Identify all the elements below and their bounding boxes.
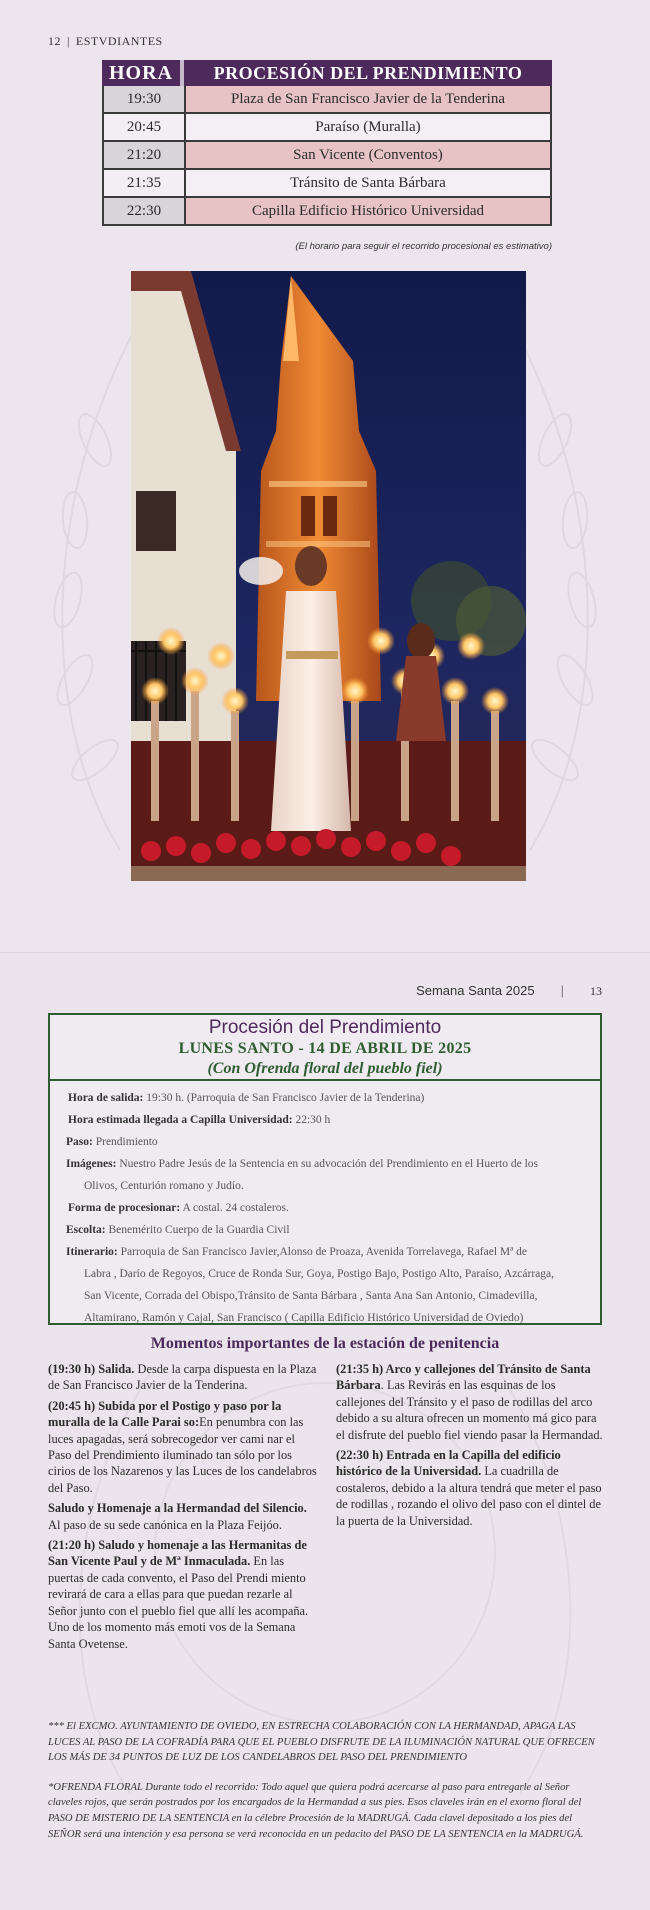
moment-text: En las puertas de cada convento, el Paso del Prendi miento revirará de cara a ellas para que puedan rezarle al Señor junto con el pueblo fiel que allí les acompaña. Uno de los momento más emoti vos de la Semana Santa Ovetense. [48, 1554, 309, 1651]
moment-paragraph [48, 1537, 320, 1652]
moment-heading: (21:35 h) Arco y callejones del Tránsito de Santa Bárbara [336, 1362, 591, 1393]
info-label: Itinerario: [66, 1246, 118, 1258]
place-cell: Tránsito de Santa Bárbara [186, 170, 550, 196]
info-itinerario-cont: Labra , Darío de Regoyos, Cruce de Ronda Sur, Goya, Postigo Bajo, Postigo Alto, Paraíso, Azcárraga, [84, 1268, 554, 1280]
moments-heading: Momentos importantes de la estación de penitencia [150, 1335, 500, 1352]
table-row [102, 170, 552, 198]
info-value: Benemérito Cuerpo de la Guardia Civil [108, 1224, 290, 1236]
info-label: Imágenes: [66, 1158, 117, 1170]
place-cell: Paraíso (Muralla) [186, 114, 550, 140]
time-cell: 19:30 [104, 86, 186, 112]
procession-title: Procesión del Prendimiento [208, 1017, 442, 1038]
moment-paragraph [336, 1361, 606, 1443]
table-row [102, 86, 552, 114]
table-row [102, 114, 552, 142]
time-cell: 22:30 [104, 198, 186, 224]
info-label: Hora estimada llegada a Capilla Universidad: [68, 1114, 293, 1126]
info-value: Prendimiento [95, 1136, 158, 1148]
procession-offering: (Con Ofrenda floral del pueblo fiel) [207, 1060, 443, 1077]
table-row [102, 142, 552, 170]
moment-heading: (19:30 h) Salida. [48, 1362, 135, 1376]
info-label: Hora de salida: [68, 1092, 144, 1104]
info-itinerario [66, 1241, 590, 1263]
info-salida [66, 1087, 590, 1109]
moment-text: Desde la carpa dispuesta en la Plaza de San Francisco Javier de la Tenderina. [48, 1362, 317, 1393]
schedule-note: (El horario para seguir el recorrido procesional es estimativo) [295, 241, 552, 252]
moments-column-left [48, 1361, 320, 1656]
info-value: 19:30 h. (Parroquia de San Francisco Javier de la Tenderina) [146, 1092, 425, 1104]
page-12 [0, 0, 650, 952]
page-13 [0, 952, 650, 1910]
info-label: Escolta: [66, 1224, 106, 1236]
page-header: Semana Santa 2025 | 13 [416, 983, 602, 998]
schedule-header [102, 60, 552, 86]
info-paso [66, 1131, 590, 1153]
procession-info-box [48, 1013, 602, 1325]
footnote-lights: *** El EXCMO. AYUNTAMIENTO DE OVIEDO, EN ESTRECHA COLABORACIÓN CON LA HERMANDAD, APAGA LAS LUCES AL PASO DE LA COFRADÍA PARA QUE EL PUEBLO DISFRUTE DE LA ILUMINACIÓN NATURAL QUE OFRECEN LOS MÁS DE 34 PUNTOS DE LUZ DE LOS CANDELABROS DEL PASO DEL PRENDIMIENTO [48, 1721, 595, 1764]
moment-paragraph [336, 1447, 606, 1529]
info-title-area [50, 1015, 600, 1081]
column-header-place: PROCESIÓN DEL PRENDIMIENTO [213, 63, 523, 83]
moment-paragraph [48, 1398, 320, 1496]
info-value: Parroquia de San Francisco Javier,Alonso de Proaza, Avenida Torrelavega, Rafael Mª de [120, 1246, 528, 1258]
place-cell: Plaza de San Francisco Javier de la Tenderina [186, 86, 550, 112]
moment-heading: (20:45 h) Subida por el Postigo y paso por la muralla de la Calle Parai so: [48, 1398, 282, 1430]
info-imagenes [66, 1153, 590, 1175]
moment-text: . Las Revirás en las esquinas de los callejones del Tránsito y el paso de rodillas del arco debido a su altura ofrecen un momento má gico para el disfrute del pueblo fiel viendo pasar la Hermandad. [336, 1378, 603, 1442]
moment-paragraph [48, 1361, 320, 1394]
page-header: 12 | ESTVDIANTES [48, 34, 163, 48]
moment-paragraph [48, 1500, 320, 1533]
place-cell: San Vicente (Conventos) [186, 142, 550, 168]
info-label: Paso: [66, 1136, 93, 1148]
info-llegada [66, 1109, 590, 1131]
page-number: 13 [590, 984, 602, 998]
place-cell: Capilla Edificio Histórico Universidad [186, 198, 550, 224]
footnotes [48, 1719, 604, 1856]
info-escolta [66, 1219, 590, 1241]
moment-heading: Saludo y Homenaje a la Hermandad del Silencio. [48, 1501, 307, 1516]
table-row [102, 198, 552, 226]
moment-heading: (21:20 h) Saludo y homenaje a las Hermanitas de San Vicente Paul y de Mª Inmaculada. [48, 1538, 307, 1569]
procession-date: LUNES SANTO - 14 DE ABRIL DE 2025 [178, 1040, 472, 1057]
page-number: 12 [48, 34, 61, 48]
moment-text: En penumbra con las luces apagadas, será sobrecogedor ver cami nar el Paso del Prendimiento iluminado tan sólo por los cirios de los Nazarenos y las Luces de los candelabros del Paso. [48, 1415, 317, 1495]
moments-column-right [336, 1361, 606, 1533]
footnote-offering: *OFRENDA FLORAL Durante todo el recorrido: Todo aquel que quiera podrá acercarse al paso para entregarle al Señor claveles rojos, que serán postrados por los encargados de la Hermandad a sus pies. Esos claveles irán en el exorno floral del PASO DE MISTERIO DE LA SENTENCIA en la célebre Procesión de la MADRUGÁ. Cada clavel depositado a los pies del SEÑOR será una intención y esa persona se verá reconocida en un pedacito del PASO DE LA SENTENCIA en la MADRUGÁ. [48, 1781, 584, 1840]
section-name: ESTVDIANTES [75, 34, 163, 48]
info-value: Nuestro Padre Jesús de la Sentencia en su advocación del Prendimiento en el Huerto de los [119, 1158, 539, 1170]
moment-text: Al paso de su sede canónica en la Plaza Feijóo. [48, 1517, 282, 1532]
time-cell: 20:45 [104, 114, 186, 140]
info-value: 22:30 h [295, 1114, 331, 1126]
moment-text: La cuadrilla de costaleros, debido a la altura tendrá que meter el paso de rodillas , rozando el olivo del paso con el dintel de la puerta de la Universidad. [336, 1464, 602, 1528]
procession-photo [131, 271, 526, 881]
info-itinerario-cont: San Vicente, Corrada del Obispo,Tránsito de Santa Bárbara , Santa Ana San Antonio, Cimadevilla, [84, 1290, 538, 1302]
info-value: A costal. 24 costaleros. [182, 1202, 289, 1214]
column-header-time: HORA [102, 60, 184, 86]
info-forma [66, 1197, 590, 1219]
info-body [50, 1081, 600, 1329]
moment-heading: (22:30 h) Entrada en la Capilla del edificio histórico de la Universidad. [336, 1448, 561, 1479]
time-cell: 21:20 [104, 142, 186, 168]
header-title: Semana Santa 2025 [416, 983, 535, 998]
time-cell: 21:35 [104, 170, 186, 196]
info-label: Forma de procesionar: [68, 1202, 181, 1214]
schedule-table [102, 60, 552, 226]
info-itinerario-cont: Altamirano, Ramón y Cajal, San Francisco ( Capilla Edificio Histórico Universidad de Oviedo) [84, 1312, 524, 1324]
info-imagenes-cont: Olivos, Centurión romano y Judío. [84, 1180, 244, 1192]
